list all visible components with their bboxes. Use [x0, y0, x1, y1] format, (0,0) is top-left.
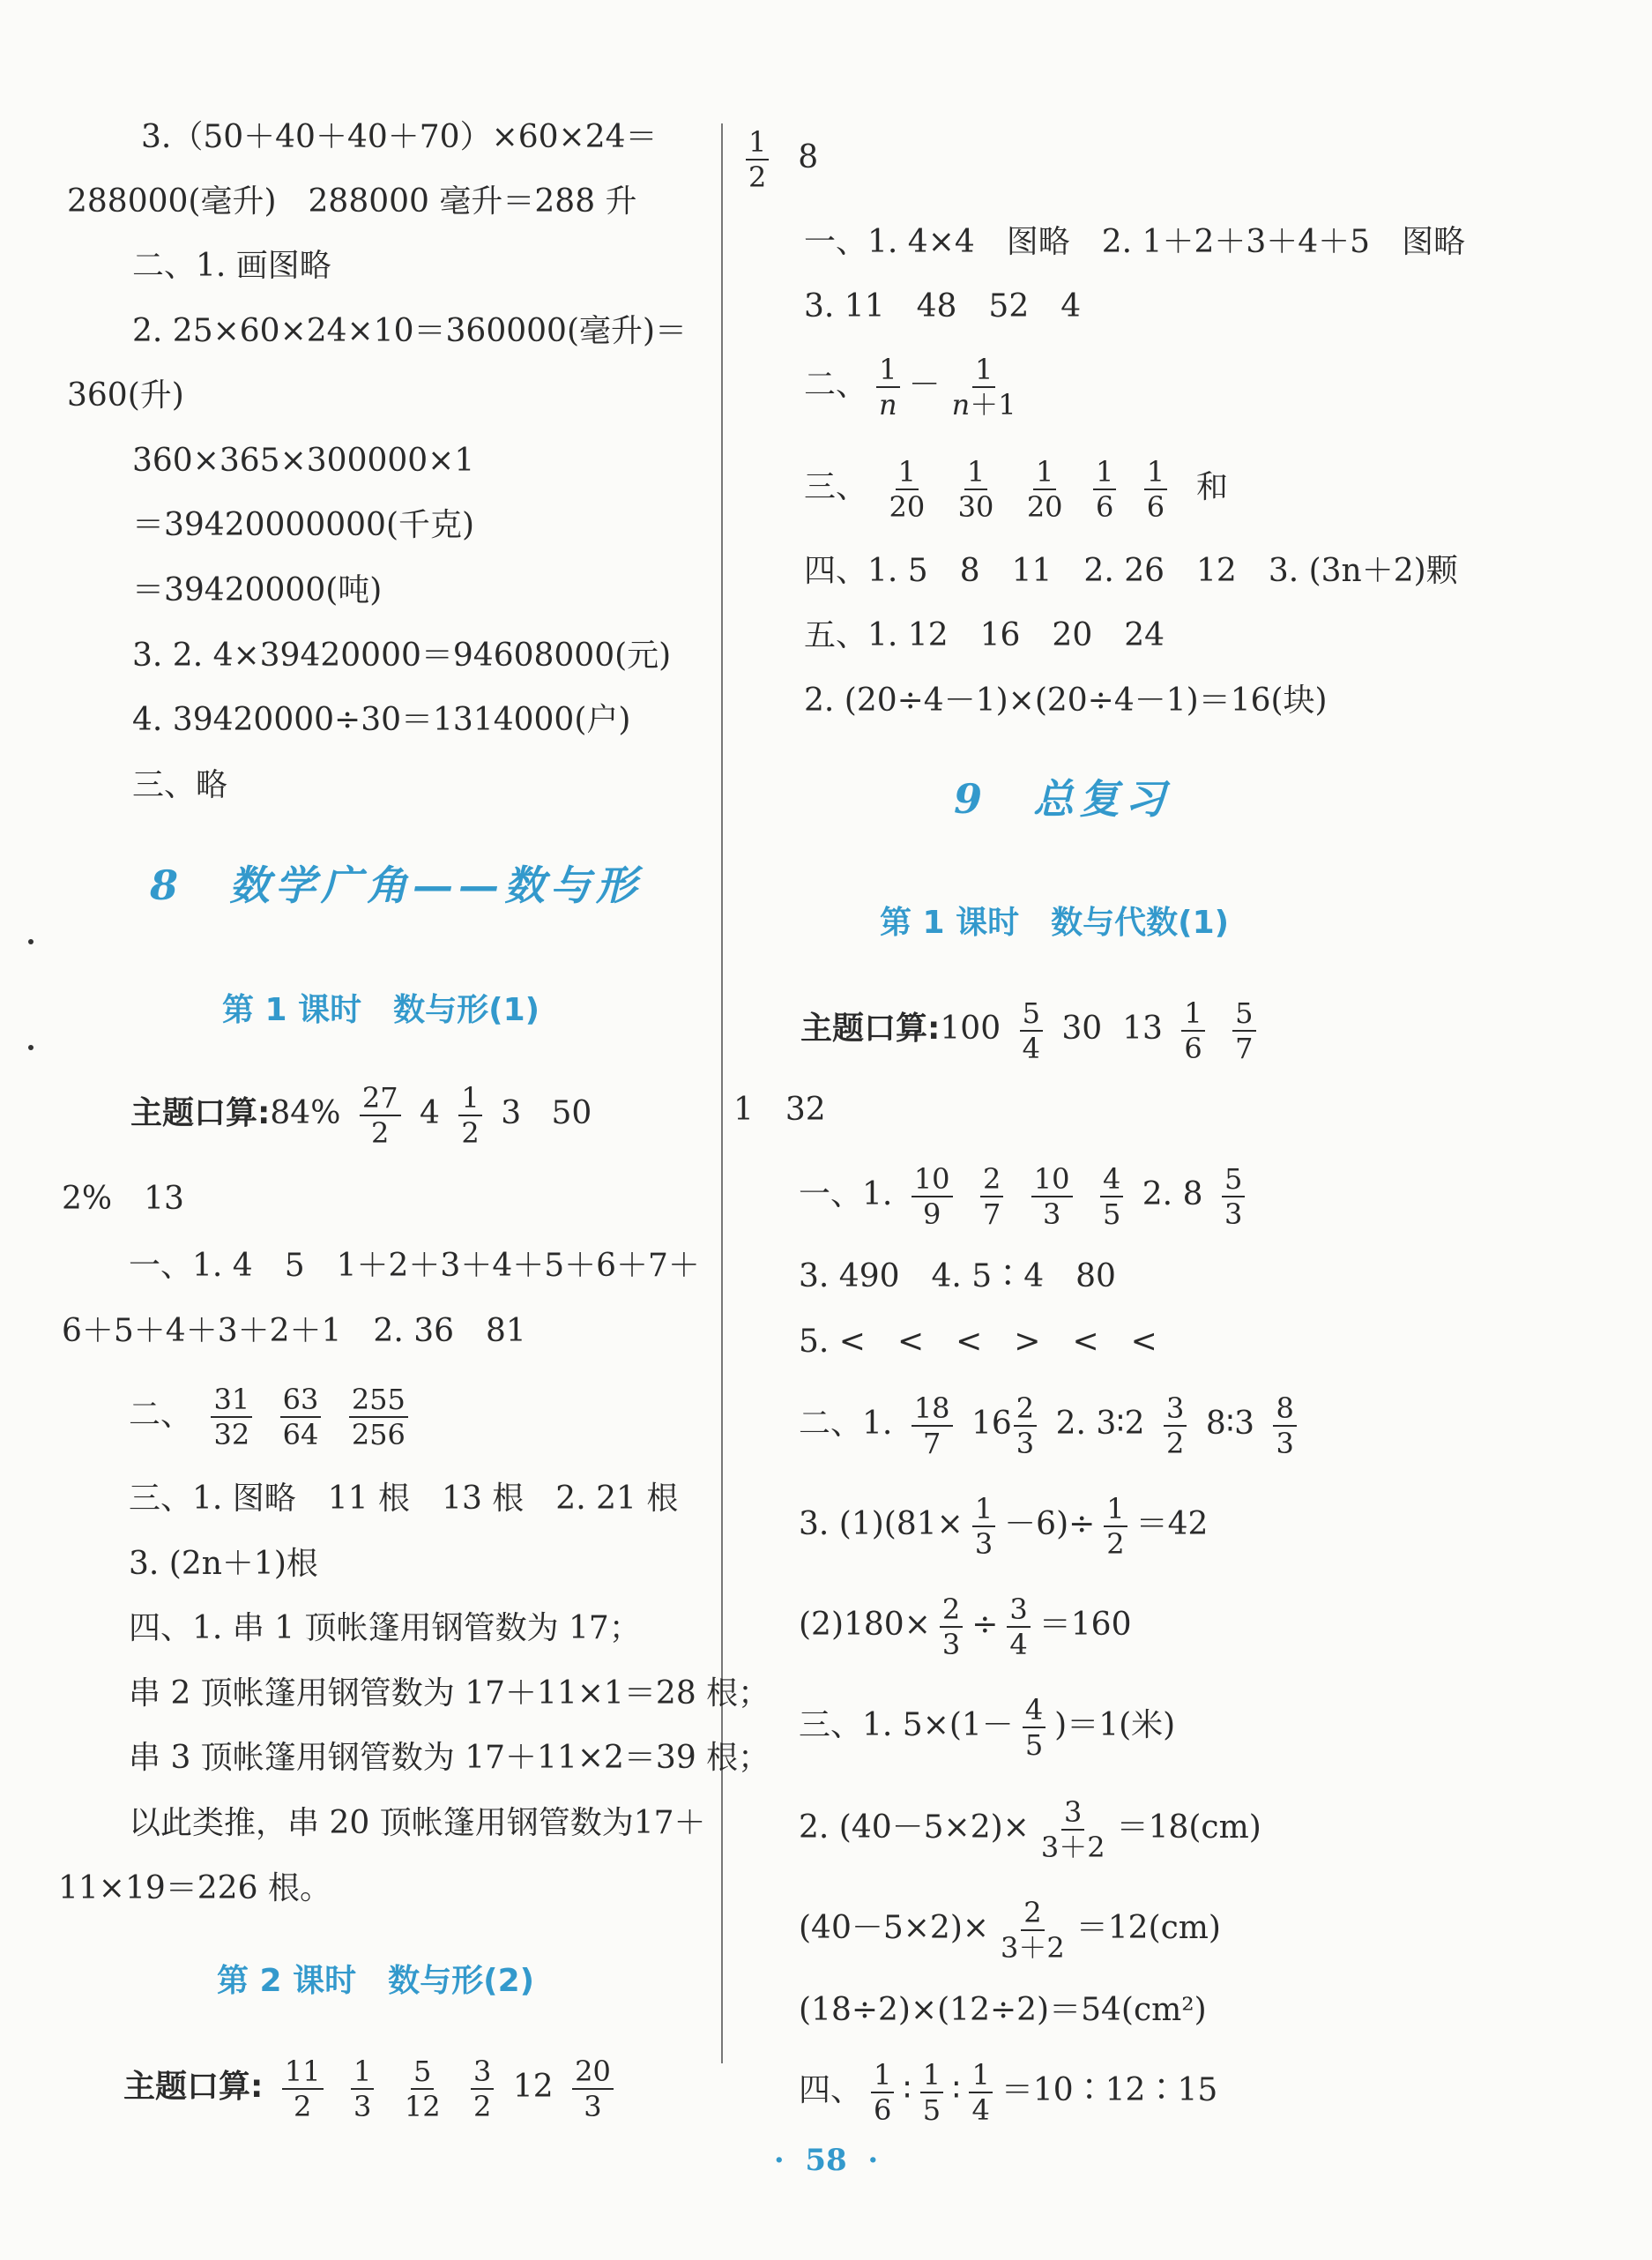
left-line-4: 2. 25×60×24×10＝360000(毫升)＝: [132, 313, 688, 349]
left-line-8: ＝39420000(吨): [132, 572, 383, 608]
fraction: $\frac{1}{6}$: [1093, 455, 1116, 524]
label: 一、1.: [799, 1176, 893, 1212]
answer: 和: [1196, 469, 1229, 505]
right-r6: 五、1. 12 16 20 24: [804, 617, 1165, 653]
fraction: $\frac{1}{3}$: [972, 1492, 995, 1561]
mental-math-cont-left: 2% 13: [62, 1181, 184, 1217]
right-s1: [799, 1686, 1175, 1765]
fraction: $\frac{1}{n}$: [876, 353, 900, 421]
answer: 100: [940, 1011, 1001, 1047]
fraction: $\frac{4}{5}$: [1023, 1693, 1046, 1762]
fraction: $\frac{18}{7}$: [912, 1391, 953, 1460]
left-line-2: 288000(毫升) 288000 毫升＝288 升: [67, 183, 637, 220]
left-f3: 串 3 顶帐篷用钢管数为 17＋11×2＝39 根；: [129, 1740, 770, 1776]
fraction: $\frac{3}{4}$: [1007, 1592, 1030, 1661]
right-f4: 四、 $\frac{1}{6}$ ∶ $\frac{1}{5}$ ∶ $\frac{1}{4}$ ＝10∶12∶15: [799, 2058, 1218, 2127]
answer: 4: [420, 1095, 440, 1131]
right-r4: [804, 448, 1228, 527]
right-r3: 二、 $\frac{1}{n}$ － $\frac{1}{n+1}$: [804, 346, 1028, 425]
right-r2: 3. 11 48 52 4: [804, 288, 1082, 324]
mental-math-label: 主题口算:: [123, 2069, 264, 2105]
mental-math-cont-right: 1 32: [733, 1092, 826, 1128]
right-s2: [799, 1788, 1261, 1868]
mental-math-line-right: [800, 989, 1265, 1069]
fraction: $\frac{1}{6}$: [1144, 455, 1167, 524]
fraction: $\frac{10}{3}$: [1031, 1162, 1073, 1231]
fraction: $\frac{1}{6}$: [1181, 996, 1204, 1065]
fraction: $\frac{4}{5}$: [1100, 1162, 1123, 1231]
expr: ＝42: [1135, 1506, 1209, 1542]
fraction: $\frac{10}{9}$: [912, 1162, 953, 1231]
fraction: $\frac{8}{3}$: [1273, 1391, 1296, 1460]
right-line-0: [737, 118, 818, 198]
margin-dot: [28, 1045, 33, 1050]
left-line-3: 二、1. 画图略: [132, 248, 331, 284]
left-line-10: 4. 39420000÷30＝1314000(户): [132, 702, 631, 738]
mental-math-line-left-2: [123, 2047, 622, 2127]
fraction: $\frac{2}{3+2}$: [1001, 1896, 1065, 1965]
left-line-5: 360(升): [67, 377, 184, 414]
left-line-6: 360×365×300000×1: [132, 443, 475, 479]
fraction: $\frac{31}{32}$: [211, 1383, 252, 1451]
fraction: $\frac{1}{6}$: [871, 2058, 894, 2127]
label: 二、: [129, 1397, 193, 1433]
label: 二、1.: [799, 1406, 893, 1442]
right-e1: 二、1. $\frac{18}{7}$ 16 $\frac{2}{3}$ 2. 3∶2 $\frac{3}{2}$ 8∶3 $\frac{8}{3}$: [799, 1384, 1306, 1464]
right-r5: 四、1. 5 8 11 2. 26 12 3. (3n＋2)颗: [804, 553, 1458, 589]
answer: 8: [798, 139, 819, 175]
fraction: $\frac{1}{3}$: [351, 2055, 374, 2123]
expr: 3. (1)(81×: [799, 1506, 964, 1542]
left-s2: 3. (2n＋1)根: [129, 1546, 318, 1582]
fraction: $\frac{20}{3}$: [572, 2055, 614, 2123]
mental-math-label: 主题口算:: [800, 1011, 941, 1047]
fraction: $\frac{2}{3}$: [1014, 1391, 1037, 1460]
expr: ＝12(cm): [1075, 1910, 1221, 1946]
right-r1: 一、1. 4×4 图略 2. 1＋2＋3＋4＋5 图略: [804, 224, 1466, 260]
expr: (40－5×2)×: [799, 1910, 990, 1946]
answer: 84%: [270, 1095, 341, 1131]
left-line-7: ＝39420000000(千克): [132, 507, 475, 543]
mental-math-line-left: [130, 1074, 592, 1153]
label: 四、: [799, 2072, 863, 2108]
right-s3: [799, 1889, 1221, 1968]
fraction: $\frac{1}{30}$: [957, 455, 994, 524]
right-s4: (18÷2)×(12÷2)＝54(cm²): [799, 1992, 1207, 2028]
expr: ÷: [971, 1607, 999, 1643]
expr: (2)180×: [799, 1607, 931, 1643]
left-line-11: 三、略: [132, 767, 228, 803]
left-y1b: 6＋5＋4＋3＋2＋1 2. 36 81: [62, 1313, 526, 1349]
fraction: $\frac{1}{20}$: [1026, 455, 1063, 524]
fraction: $\frac{2}{7}$: [980, 1162, 1003, 1231]
fraction: $\frac{5}{4}$: [1020, 996, 1043, 1065]
expr: 三、1. 5×(1－: [799, 1707, 1014, 1743]
right-y5: 5. < < < > < <: [799, 1324, 1157, 1360]
fraction: $\frac{1}{2}$: [458, 1081, 481, 1150]
page-number: · 58 ·: [773, 2143, 879, 2178]
expr: 2. (40－5×2)×: [799, 1809, 1030, 1846]
fraction: $\frac{1}{2}$: [746, 125, 769, 194]
left-line-1: 3.（50＋40＋40＋70）×60×24＝: [141, 119, 658, 155]
fraction: $\frac{5}{7}$: [1232, 996, 1255, 1065]
fraction: $\frac{1}{5}$: [920, 2058, 943, 2127]
left-f5: 11×19＝226 根。: [58, 1870, 331, 1906]
fraction: $\frac{3}{2}$: [1164, 1391, 1187, 1460]
fraction: $\frac{3}{2}$: [471, 2055, 494, 2123]
fraction: $\frac{2}{3}$: [940, 1592, 963, 1661]
chapter-8-heading: 8 数学广角——数与形: [150, 861, 643, 909]
left-y1a: 一、1. 4 5 1＋2＋3＋4＋5＋6＋7＋: [129, 1248, 700, 1284]
mental-math-label: 主题口算:: [130, 1095, 271, 1131]
fraction: $\frac{1}{4}$: [969, 2058, 992, 2127]
left-f4: 以此类推，串 20 顶帐篷用钢管数为17＋: [129, 1805, 706, 1841]
left-s1: 三、1. 图略 11 根 13 根 2. 21 根: [129, 1481, 679, 1517]
expr: ＝10∶12∶15: [1001, 2072, 1218, 2108]
right-r7: 2. (20÷4－1)×(20÷4－1)＝16(块): [804, 682, 1328, 719]
expr: －6)÷: [1004, 1506, 1096, 1542]
fraction: $\frac{5}{12}$: [404, 2055, 441, 2123]
answer: 12: [512, 2069, 554, 2105]
right-e4: [799, 1585, 1131, 1665]
fraction: $\frac{3}{3+2}$: [1040, 1795, 1105, 1864]
fraction: $\frac{1}{20}$: [889, 455, 926, 524]
answer: 2. 8: [1142, 1176, 1203, 1212]
fraction: $\frac{27}{2}$: [360, 1081, 401, 1150]
expr: ＝18(cm): [1116, 1809, 1261, 1846]
fraction: $\frac{63}{64}$: [280, 1383, 322, 1451]
label: 三、: [804, 469, 868, 505]
answer: 2. 3∶2: [1055, 1406, 1145, 1442]
fraction: $\frac{1}{2}$: [1104, 1492, 1127, 1561]
answer: 50: [551, 1095, 592, 1131]
expr: ＝160: [1038, 1607, 1132, 1643]
left-f2: 串 2 顶帐篷用钢管数为 17＋11×1＝28 根；: [129, 1675, 770, 1712]
right-y3: 3. 490 4. 5∶4 80: [799, 1258, 1116, 1294]
fraction: $\frac{255}{256}$: [349, 1383, 408, 1451]
answer: 13: [1122, 1011, 1163, 1047]
right-y1: [799, 1155, 1254, 1234]
left-line-9: 3. 2. 4×39420000＝94608000(元): [132, 638, 672, 674]
label: 二、: [804, 367, 868, 403]
lesson-2-heading-left: 第 2 课时 数与形(2): [217, 1963, 535, 1999]
fraction: $\frac{1}{n+1}$: [951, 353, 1016, 421]
lesson-1-heading-right: 第 1 课时 数与代数(1): [880, 905, 1230, 941]
left-e2: [129, 1376, 417, 1455]
chapter-9-heading: 9 总复习: [954, 775, 1172, 823]
margin-dot: [28, 939, 33, 944]
right-e3: [799, 1485, 1208, 1564]
page-number-value: 58: [805, 2143, 847, 2178]
answer: 30: [1061, 1011, 1103, 1047]
fraction: $\frac{11}{2}$: [282, 2055, 324, 2123]
answer: 3: [501, 1095, 522, 1131]
fraction: $\frac{5}{3}$: [1222, 1162, 1245, 1231]
left-f1: 四、1. 串 1 顶帐篷用钢管数为 17；: [129, 1610, 641, 1646]
answer: 8∶3: [1205, 1406, 1255, 1442]
lesson-1-heading-left: 第 1 课时 数与形(1): [222, 992, 540, 1028]
expr: )＝1(米): [1054, 1707, 1176, 1743]
